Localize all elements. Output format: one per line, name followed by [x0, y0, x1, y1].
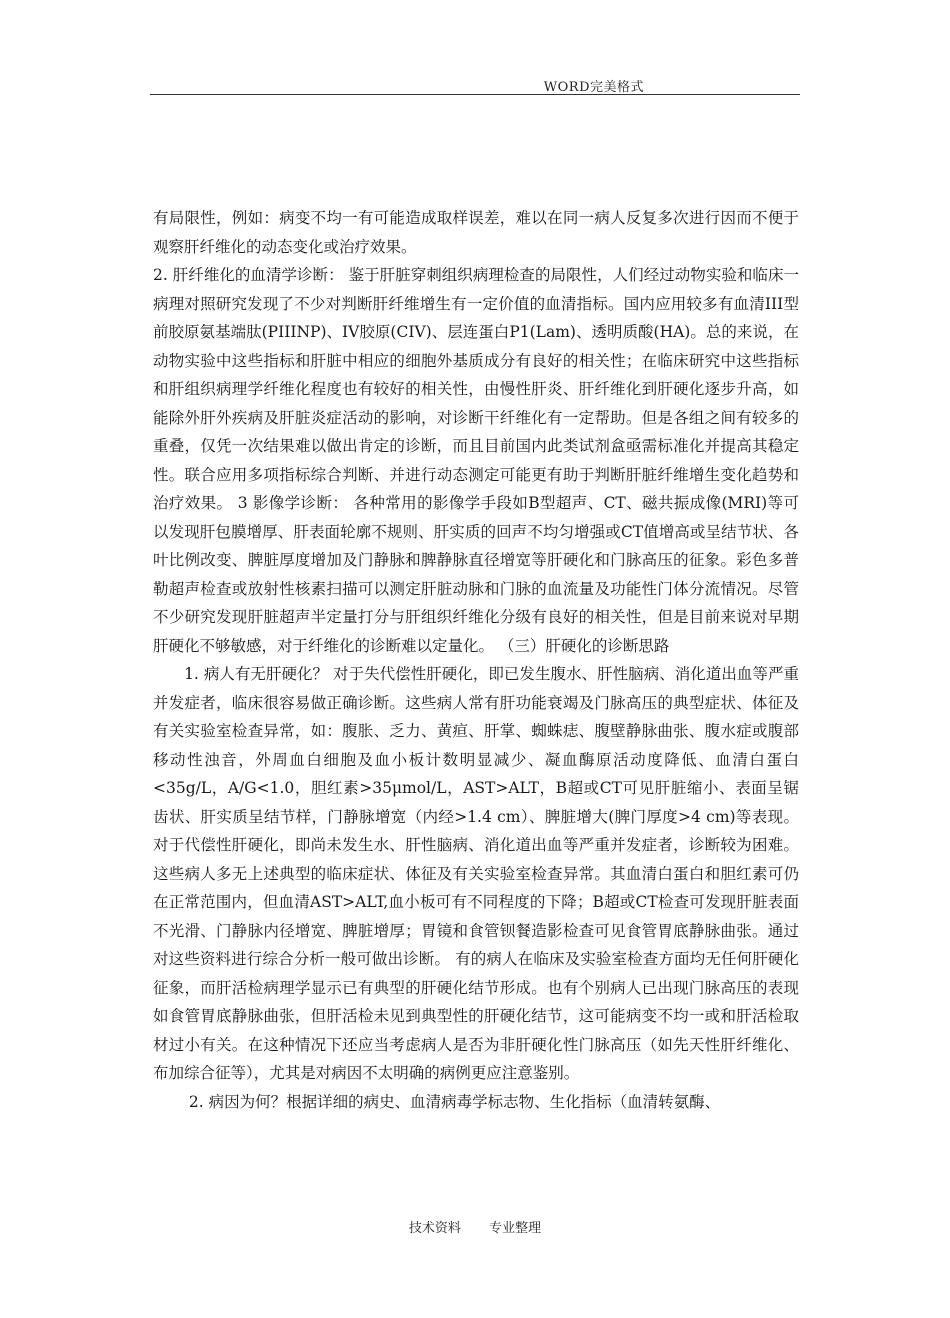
paragraph-cirrhosis-diagnosis: 1. 病人有无肝硬化？ 对于失代偿性肝硬化，即已发生腹水、肝性脑病、消化道出血等严重并发症者，临床很容易做正确诊断。这些病人常有肝功能衰竭及门脉高压的典型症状、体征及有关实验室检查异常，如：腹胀、乏力、黄疸、肝掌、蜘蛛痣、腹壁静脉曲张、腹水症或腹部移动性浊音，外周血白细胞及血小板计数明显减少、凝血酶原活动度降低、血清白蛋白<35g/L，A/G<1.0，胆红素>35μmol/L，AST>ALT，B超或CT可见肝脏缩小、表面呈锯齿状、肝实质呈结节样，门静脉增宽（内经>1.4 cm）、脾脏增大(脾门厚度>4 cm)等表现。 对于代偿性肝硬化，即尚未发生水、肝性脑病、消化道出血等严重并发症者，诊断较为困难。这些病人多无上述典型的临床症状、体征及有关实验室检查异常。其血清白蛋白和胆红素可仍在正常范围内，但血清AST>ALT,血小板可有不同程度的下降；B超或CT检查可发现肝脏表面不光滑、门静脉内径增宽、脾脏增厚；胃镜和食管钡餐造影检查可见食管胃底静脉曲张。通过对这些资料进行综合分析一般可做出诊断。 有的病人在临床及实验室检查方面均无任何肝硬化征象，而肝活检病理学显示已有典型的肝硬化结节形成。也有个别病人已出现门脉高压的表现如食管胃底静脉曲张，但肝活检未见到典型性的肝硬化结节，这可能病变不均一或和肝活检取材过小有关。在这种情况下还应当考虑病人是否为非肝硬化性门脉高压（如先天性肝纤维化、布加综合征等），尤其是对病因不太明确的病例更应注意鉴别。 — [153, 665, 799, 1082]
paragraph-intro: 有局限性，例如：病变不均一有可能造成取样误差，难以在同一病人反复多次进行因而不便于观察肝纤维化的动态变化或治疗效果。 — [153, 209, 799, 256]
paragraph-etiology: 2. 病因为何？根据详细的病史、血清病毒学标志物、生化指标（血清转氨酶、 — [153, 1092, 721, 1111]
page-header-title: WORD完美格式 — [543, 80, 644, 95]
header-divider — [150, 94, 800, 95]
document-body — [153, 204, 799, 1116]
page-footer — [0, 1217, 950, 1236]
footer-right-label: 专业整理 — [489, 1221, 542, 1236]
paragraph-serum-imaging: 2. 肝纤维化的血清学诊断： 鉴于肝脏穿刺组织病理检查的局限性，人们经过动物实验和临床一病理对照研究发现了不少对判断肝纤维增生有一定价值的血清指标。国内应用较多有血清III型前胶原氨基端肽(PIIINP)、IV胶原(CIV)、层连蛋白P1(Lam)、透明质酸(HA)。总的来说，在动物实验中这些指标和肝脏中相应的细胞外基质成分有良好的相关性；在临床研究中这些指标和肝组织病理学纤维化程度也有较好的相关性，由慢性肝炎、肝纤维化到肝硬化逐步升高，如能除外肝外疾病及肝脏炎症活动的影响，对诊断干纤维化有一定帮助。但是各组之间有较多的重叠，仅凭一次结果难以做出肯定的诊断，而且目前国内此类试剂盒亟需标准化并提高其稳定性。联合应用多项指标综合判断、并进行动态测定可能更有助于判断肝脏纤维增生变化趋势和治疗效果。 3 影像学诊断： 各种常用的影像学手段如B型超声、CT、磁共振成像(MRI)等可以发现肝包膜增厚、肝表面轮廓不规则、肝实质的回声不均匀增强或CT值增高或呈结节状、各叶比例改变、脾脏厚度增加及门静脉和脾静脉直径增宽等肝硬化和门脉高压的征象。彩色多普勒超声检查或放射性核素扫描可以测定肝脏动脉和门脉的血流量及功能性门体分流情况。尽管不少研究发现肝脏超声半定量打分与肝组织纤维化分级有良好的相关性，但是目前来说对早期肝硬化不够敏感，对于纤维化的诊断难以定量化。 （三）肝硬化的诊断思路 — [153, 266, 799, 655]
footer-left-label: 技术资料 — [408, 1221, 461, 1236]
